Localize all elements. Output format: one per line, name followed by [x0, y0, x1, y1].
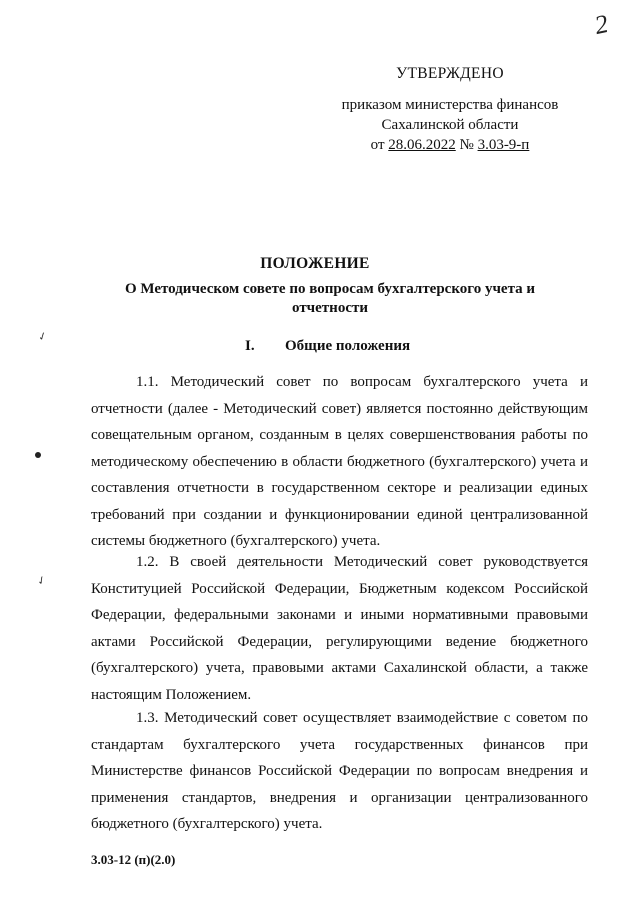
handwritten-page-number: 2	[592, 8, 611, 41]
number-prefix: №	[455, 137, 478, 153]
paragraph-line: актами Российской Федерации, регулирующими ведение бюджетного	[91, 633, 588, 650]
paragraph-line: совещательным органом, созданным в целях совершенствования работы по	[91, 427, 588, 443]
paragraph-line: бюджетного (бухгалтерского) учета.	[91, 816, 323, 832]
subtitle-line-1: О Методическом совете по вопросам бухгалтерского учета и	[124, 281, 536, 297]
approval-heading: УТВЕРЖДЕНО	[396, 65, 504, 82]
order-date: 28.06.2022	[388, 137, 456, 153]
paragraph-line: требований при создании и функционировании единой централизованной	[91, 506, 588, 523]
paragraph-1-1	[91, 369, 588, 555]
paragraph-line: методическому обеспечению в области бюджетного (бухгалтерского) учета и	[91, 453, 588, 470]
document-subtitle	[100, 280, 560, 318]
subtitle-line-2: отчетности	[292, 300, 368, 316]
approval-date-line	[310, 135, 590, 155]
paragraph-line: применения стандартов, внедрения и организации централизованного	[91, 789, 588, 806]
paragraph-line: Федерации, федеральными законами и иными нормативными правовыми	[91, 607, 588, 623]
paragraph-line: Конституцией Российской Федерации, Бюджетным кодексом Российской	[91, 580, 588, 597]
paragraph-line: Министерстве финансов Российской Федерации по вопросам внедрения и	[91, 763, 588, 779]
paragraph-line: 1.1. Методический совет по вопросам бухгалтерского учета и	[136, 374, 588, 390]
approval-line-1: приказом министерства финансов	[341, 97, 559, 113]
scan-dot-mark	[35, 452, 41, 458]
paragraph-line: стандартам бухгалтерского учета государственных финансов при	[91, 736, 588, 753]
section-label: Общие положения	[285, 338, 411, 354]
paragraph-line: (бухгалтерского) учета, правовыми актами Сахалинской области, а также	[91, 660, 588, 676]
approval-stamp-block	[310, 64, 590, 155]
order-number: 3.03-9-п	[477, 137, 530, 153]
paragraph-line: отчетности (далее - Методический совет) является постоянно действующим	[91, 400, 588, 417]
section-number: I.	[245, 338, 255, 354]
date-prefix: от	[370, 137, 389, 153]
scan-tick-mark: ✓	[34, 573, 49, 589]
approval-line-2: Сахалинской области	[381, 117, 519, 133]
paragraph-line: 1.2. В своей деятельности Методический совет руководствуется	[136, 554, 588, 570]
document-title: ПОЛОЖЕНИЕ	[260, 255, 370, 272]
paragraph-1-2	[91, 549, 588, 708]
scan-tick-mark: ✓	[36, 329, 50, 345]
paragraph-line: системы бюджетного (бухгалтерского) учета.	[91, 533, 381, 549]
paragraph-1-3	[91, 705, 588, 838]
paragraph-line: настоящим Положением.	[91, 686, 252, 703]
paragraph-line: составления отчетности в государственном секторе и реализации единых	[91, 480, 588, 496]
document-code-footer: 3.03-12 (п)(2.0)	[91, 852, 176, 867]
paragraph-line: 1.3. Методический совет осуществляет взаимодействие с советом по	[136, 710, 588, 726]
